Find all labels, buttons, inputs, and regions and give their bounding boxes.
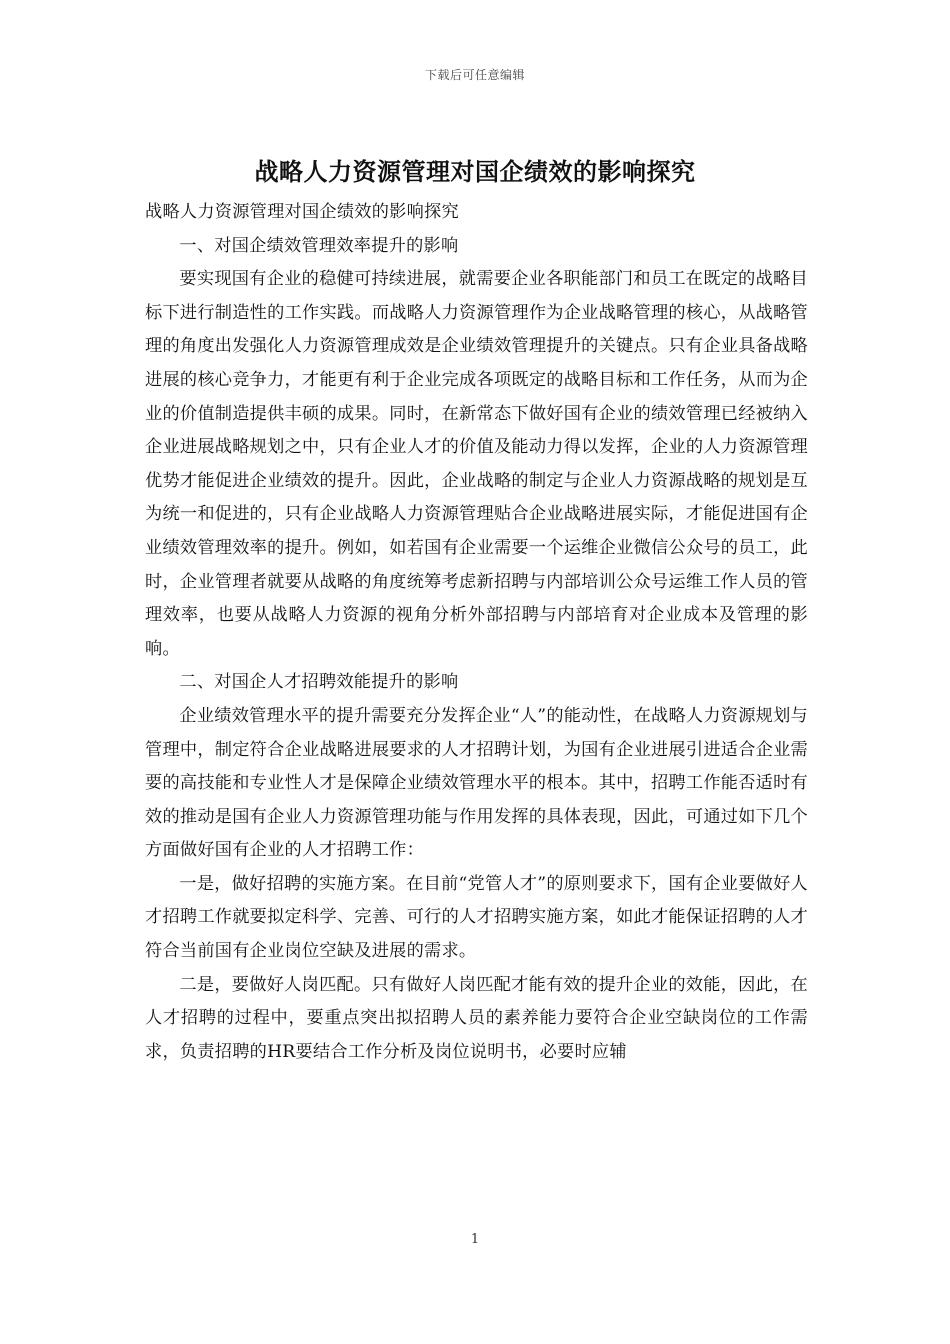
paragraph: 二是，要做好人岗匹配。只有做好人岗匹配才能有效的提升企业的效能，因此，在人才招聘的过程中，要重点突出拟招聘人员的素养能力要符合企业空缺岗位的工作需求，负责招聘的HR要结合工作分析及岗位说明书，必要时应辅: [145, 974, 808, 1062]
section-heading-2: 二、对国企人才招聘效能提升的影响: [179, 672, 459, 693]
document-title: 战略人力资源管理对国企绩效的影响探究: [254, 157, 696, 186]
header-note: 下载后可任意编辑: [424, 68, 525, 82]
paragraph: 要实现国有企业的稳健可持续进展，就需要企业各职能部门和员工在既定的战略目标下进行制造性的工作实践。而战略人力资源管理作为企业战略管理的核心，从战略管理的角度出发强化人力资源管理成效是企业绩效管理提升的关键点。只有企业具备战略进展的核心竞争力，才能更有利于企业完成各项既定的战略目标和工作任务，从而为企业的价值制造提供丰硕的成果。同时，在新常态下做好国有企业的绩效管理已经被纳入企业进展战略规划之中，只有企业人才的价值及能动力得以发挥，企业的人力资源管理优势才能促进企业绩效的提升。因此，企业战略的制定与企业人力资源战略的规划是互为统一和促进的，只有企业战略人力资源管理贴合企业战略进展实际，才能促进国有企业绩效管理效率的提升。例如，如若国有企业需要一个运维企业微信公众号的员工，此时，企业管理者就要从战略的角度统筹考虑新招聘与内部培训公众号运维工作人员的管理效率，也要从战略人力资源的视角分析外部招聘与内部培育对企业成本及管理的影响。: [145, 269, 808, 659]
section-heading-1: 一、对国企绩效管理效率提升的影响: [179, 235, 459, 256]
subtitle-line: 战略人力资源管理对国企绩效的影响探究: [145, 202, 459, 222]
paragraph: 企业绩效管理水平的提升需要充分发挥企业“人”的能动性，在战略人力资源规划与管理中，制定符合企业战略进展要求的人才招聘计划，为国有企业进展引进适合企业需要的高技能和专业性人才是保障企业绩效管理水平的根本。其中，招聘工作能否适时有效的推动是国有企业人力资源管理功能与作用发挥的具体表现，因此，可通过如下几个方面做好国有企业的人才招聘工作：: [145, 705, 808, 861]
document-body: [145, 196, 808, 1069]
page-number: 1: [470, 1232, 480, 1247]
paragraph: 一是，做好招聘的实施方案。在目前“党管人才”的原则要求下，国有企业要做好人才招聘工作就要拟定科学、完善、可行的人才招聘实施方案，如此才能保证招聘的人才符合当前国有企业岗位空缺及进展的需求。: [145, 873, 808, 962]
